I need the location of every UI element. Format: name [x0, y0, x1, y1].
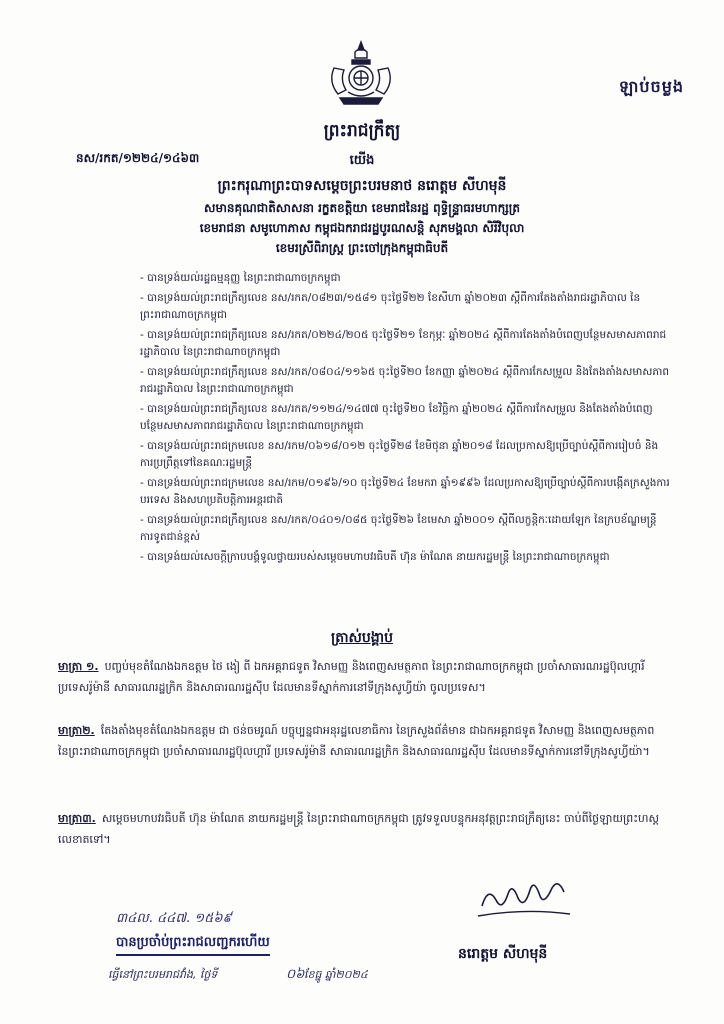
article-label: មាត្រា២. — [58, 724, 95, 737]
king-name-line: ព្រះករុណាព្រះបាទសម្តេចព្រះបរមនាថ នរោត្តម សីហមុនី — [217, 178, 507, 194]
reference-number: នស/រកត/១២២៤/១៤៦៣ — [76, 151, 200, 165]
decree-title: ព្រះរាជក្រឹត្យ — [323, 121, 401, 141]
royal-title-line-3: ខេមរស្រីពិរាស្ត្រ ព្រះចៅក្រុងកម្ពុជាធិបតី — [275, 241, 449, 255]
article-text: បញ្ចប់មុខតំណែងឯកឧត្តម ថៃ ងៀ ពី ឯកអគ្គរាជទូត វិសាមញ្ញ និងពេញសមត្ថភាព នៃព្រះរាជាណាចក្រកម្ពុជា ប្រចាំសាធារណរដ្ឋប៊ុលហ្គារី ប្រទេសរ៉ូម៉ានី សាធារណរដ្ឋក្រិក និងសាធារណរដ្ឋស៊ីប ដែលមានទីស្នាក់ការនៅទីក្រុងសូហ្វីយ៉ា ចូលប្រទេស។ — [58, 660, 645, 694]
list-item: - បានទ្រង់យល់ព្រះរាជក្រឹត្យលេខ នស/រកត/០៨០៤/១១៦៥ ចុះថ្ងៃទី២០ ខែកញ្ញា ឆ្នាំ២០២៤ ស្តីពីការកែសម្រួល និងតែងតាំងសមាសភាពរាជរដ្ឋាភិបាល នៃព្រះរាជាណាចក្រកម្ពុជា — [140, 366, 669, 395]
article-text: សម្តេចមហាបវរធិបតី ហ៊ុន ម៉ាណែត នាយករដ្ឋមន្ត្រី នៃព្រះរាជាណាចក្រកម្ពុជា ត្រូវទទួលបន្ទុកអនុវត្តព្រះរាជក្រឹត្យនេះ ចាប់ពីថ្ងៃឡាយព្រះហស្តលេខាតទៅ។ — [58, 812, 659, 846]
we-heading: យើង — [349, 153, 375, 168]
list-item: - បានទ្រង់យល់រដ្ឋធម្មនុញ្ញ នៃព្រះរាជាណាចក្រកម្ពុជា — [140, 272, 341, 284]
royal-title-line-1: សមានគុណជាតិសាសនា រក្ខតខត្តិយា ខេមរាជនៃរដ្ឋ ពុទ្ធិន្រ្ទាធរមហាក្សត្រ — [204, 201, 520, 215]
list-item: - បានទ្រង់យល់ព្រះរាជក្រមលេខ នស/រកម/០១៩៦/១០ ចុះថ្ងៃទី២៤ ខែមករា ឆ្នាំ១៩៩៦ ដែលប្រកាសឱ្យប្រើច្បាប់ស្តីពីការបង្កើតក្រសួងការបរទេស និងសហប្រតិបត្តិការអន្តរជាតិ — [140, 477, 670, 506]
list-item: - បានទ្រង់យល់ព្រះរាជក្រមលេខ នស/រកម/០៦១៨/០១២ ចុះថ្ងៃទី២៨ ខែមិថុនា ឆ្នាំ២០១៨ ដែលប្រកាសឱ្យប្រើច្បាប់ស្តីពីការរៀបចំ និងការប្រព្រឹត្តទៅនៃគណៈរដ្ឋមន្ត្រី — [140, 440, 659, 469]
list-item: - បានទ្រង់យល់ព្រះរាជក្រឹត្យលេខ នស/រកត/១១២៤/១៤៧៧ ចុះថ្ងៃទី២០ ខែវិច្ឆិកា ឆ្នាំ២០២៤ ស្តីពីការកែសម្រួល និងតែងតាំងបំពេញបន្ថែមសមាសភាពរាជរដ្ឋាភិបាល នៃព្រះរាជាណាចក្រកម្ពុជា — [140, 403, 653, 432]
article-label: មាត្រា៣. — [58, 812, 96, 825]
certified-stamp: បានប្រចាំប់ព្រះរាជលញ្ជករហើយ — [116, 934, 270, 956]
considerations-list — [140, 270, 670, 569]
article-3 — [58, 808, 668, 850]
issued-month-year: ខែធ្នូ ឆ្នាំ២០២៤ — [304, 968, 368, 981]
decide-heading: ត្រាស់បង្គាប់ — [331, 630, 393, 646]
signatory-name: នរោត្តម សីហមុនី — [458, 946, 548, 962]
issued-day: ០៦ — [286, 967, 305, 982]
copy-stamp: ឡាប់ចម្លង — [618, 77, 684, 96]
article-1 — [58, 656, 668, 698]
article-label: មាត្រា ១. — [58, 660, 99, 673]
royal-title-line-2: ខេមរាជនា សមូហោភាស កម្ពុជឯករាជរដ្ឋបូរណសន្តិ សុភមង្គលា សិរីវិបុលា — [199, 221, 525, 235]
article-2 — [58, 720, 668, 762]
signature-image — [474, 866, 574, 926]
article-text: តែងតាំងមុខតំណែងឯកឧត្តម ជា ថន់ចមរូណ៍ បច្ចុប្បន្នជាអនុរដ្ឋលេខាធិការ នៃក្រសួងព័ត៌មាន ជាឯកអគ្គរាជទូត វិសាមញ្ញ និងពេញសមត្ថភាព នៃព្រះរាជាណាចក្រកម្ពុជា ប្រចាំសាធារណរដ្ឋប៊ុលហ្គារី ប្រទេសរ៉ូម៉ានី សាធារណរដ្ឋក្រិក និងសាធារណរដ្ឋស៊ីប ដែលមានទីស្នាក់ការនៅទីក្រុងសូហ្វីយ៉ា។ — [58, 724, 655, 758]
list-item: - បានទ្រង់យល់ព្រះរាជក្រឹត្យលេខ នស/រកត/០៤០១/០៨៥ ចុះថ្ងៃទី២៦ ខែមេសា ឆ្នាំ២០០១ ស្តីពីលក្ខន្តិកៈដោយឡែក នៃក្របខ័ណ្ឌមន្ត្រីការទូតជាន់ខ្ពស់ — [140, 514, 657, 543]
royal-emblem-icon — [326, 40, 396, 106]
handwritten-date: ៣៤ល. ៤៤៧. ១៥៦៩ — [116, 911, 232, 926]
list-item: - បានទ្រង់យល់ព្រះរាជក្រឹត្យលេខ នស/រកត/០២២៤/២០៥ ចុះថ្ងៃទី២១ ខែកុម្ភៈ ឆ្នាំ២០២៤ ស្តីពីការតែងតាំងបំពេញបន្ថែមសមាសភាពរាជរដ្ឋាភិបាល នៃព្រះរាជាណាចក្រកម្ពុជា — [140, 329, 667, 358]
list-item: - បានទ្រង់យល់សេចក្តីក្រាបបង្គំទូលថ្វាយរបស់សម្តេចមហាបវរធិបតី ហ៊ុន ម៉ាណែត នាយករដ្ឋមន្ត្រី នៃព្រះរាជាណាចក្រកម្ពុជា — [140, 551, 610, 563]
issued-place: ធ្វើនៅព្រះបរមរាជវាំង, ថ្ងៃទី — [108, 968, 218, 981]
list-item: - បានទ្រង់យល់ព្រះរាជក្រឹត្យលេខ នស/រកត/០៨២៣/១៥៨១ ចុះថ្ងៃទី២២ ខែសីហា ឆ្នាំ២០២៣ ស្តីពីការតែងតាំងរាជរដ្ឋាភិបាល នៃព្រះរាជាណាចក្រកម្ពុជា — [140, 292, 641, 321]
